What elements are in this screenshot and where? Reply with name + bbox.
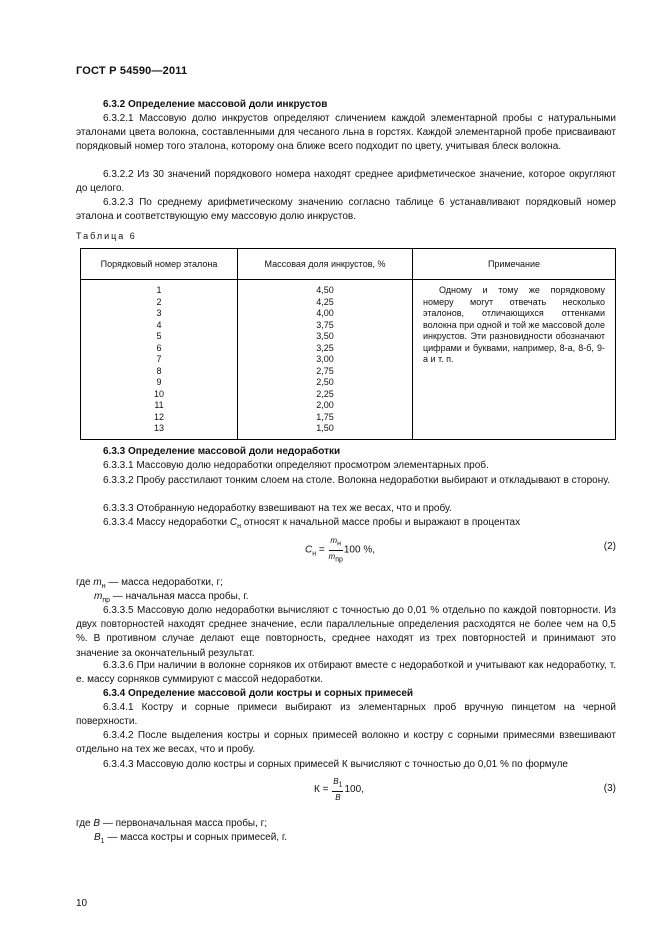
table-cell: 3,50 — [316, 331, 334, 341]
table-cell: 2,00 — [316, 400, 334, 410]
formula-2-number: (2) — [603, 541, 616, 552]
para-6332: 6.3.3.2 Пробу расстилают тонким слоем на столе. Волокна недоработки выбирают и откладывают в сторону. — [103, 475, 611, 486]
table-cell: 9 — [156, 377, 162, 387]
page-number: 10 — [76, 898, 88, 909]
table-cell: 3,75 — [316, 319, 334, 330]
where-3-line-1: где B — первоначальная масса пробы, г; — [76, 818, 268, 829]
para-6342: 6.3.4.2 После выделения костры и сорных примесей волокно и костру с сорными примесями взвешивают отдельно на тех же весах, что и пробу. — [76, 730, 616, 756]
section-634-heading: 6.3.4 Определение массовой доли костры и сорных примесей — [103, 688, 414, 699]
where-3-line-2: $B_1$ — масса костры и сорных примесей, г. — [94, 832, 288, 845]
table-cell: 3,00 — [316, 354, 334, 364]
table-cell: 2 — [156, 296, 162, 307]
table-note-text: Одному и тому же порядковому номеру могут отвечать несколько эталонов, отличающихся оттенками волокна при одной и той же массовой доле инкрустов. Эти разновидности обозначают цифрами и буквами, например, 8-а, 8-б, 9-а и т. п. — [423, 285, 605, 364]
where-2-line-1: где $m_н$ — масса недоработки, г; — [76, 577, 223, 590]
table-cell: 8 — [156, 365, 162, 376]
para-6321: 6.3.2.1 Массовую долю инкрустов определяют сличением каждой элементарной пробы с натуральными эталонами цвета волокна, составленными для чесаного льна в горстях. Каждой элементарной пробе присваивают порядковый номер того эталона, которому она ближе всего подходит по цвету, учитывая блеск волокна. — [76, 113, 616, 153]
table-col-values — [238, 280, 413, 440]
table-cell: 1 — [156, 285, 162, 295]
para-6331: 6.3.3.1 Массовую долю недоработки определяют просмотром элементарных проб. — [103, 460, 489, 471]
para-6323: 6.3.2.3 По среднему арифметическому значению согласно таблице 6 устанавливают порядковый номер эталона и соответствующую ему массовую долю инкрустов. — [76, 197, 616, 223]
section-632-heading: 6.3.2 Определение массовой доли инкрустов — [103, 99, 328, 110]
table-cell: 2,50 — [316, 377, 334, 387]
table-cell: 10 — [153, 388, 164, 399]
table-cell: 5 — [156, 331, 162, 341]
para-6322: 6.3.2.2 Из 30 значений порядкового номера находят среднее арифметическое значение, которое округляют до целого. — [76, 169, 616, 195]
para-6341: 6.3.4.1 Костру и сорные примеси выбирают из элементарных проб вручную пинцетом на черной поверхности. — [76, 702, 616, 728]
table-header-note: Примечание — [413, 249, 616, 280]
table-cell: 13 — [153, 423, 164, 433]
table-cell: 11 — [154, 400, 164, 410]
table-cell: 1,75 — [316, 411, 334, 422]
formula-2: $C_н$ = $m_н$ $m_{пр}$ 100 %, — [305, 536, 376, 564]
standard-code: ГОСТ Р 54590—2011 — [76, 65, 188, 77]
para-6334: 6.3.3.4 Массу недоработки $C_н$ относят к начальной массе пробы и выражают в процентах — [103, 517, 521, 530]
para-6335: 6.3.3.5 Массовую долю недоработки вычисляют с точностью до 0,01 % отдельно по каждой повторности. Из двух повторностей находят среднее значение, если параллельные определения расходятся не более чем на 0,5 %. В противном случае делают еще повторность, среднее находят из трех повторностей и принимают это значение за окончательный результат. — [76, 605, 616, 659]
formula-3-number: (3) — [603, 783, 616, 794]
table-note-cell — [413, 280, 616, 440]
table-cell: 6 — [156, 342, 162, 353]
table-cell: 2,75 — [316, 365, 334, 376]
formula-3: К = $\frac{B_1}{B}$ 100, — [314, 777, 364, 802]
table-header-number: Порядковый номер эталона — [81, 249, 238, 280]
table-header-mass: Массовая доля инкрустов, % — [238, 249, 413, 280]
table-cell: 4,00 — [316, 308, 334, 318]
table-cell: 3 — [156, 308, 162, 318]
para-6343: 6.3.4.3 Массовую долю костры и сорных примесей К вычисляют с точностью до 0,01 % по формуле — [103, 759, 568, 770]
para-6333: 6.3.3.3 Отобранную недоработку взвешивают на тех же весах, что и пробу. — [103, 503, 452, 514]
table-cell: 7 — [156, 354, 162, 364]
formula-2-fraction: $m_н$ $m_{пр}$ — [328, 536, 343, 564]
table-6 — [80, 248, 616, 440]
table-col-numbers — [81, 280, 238, 440]
section-633-heading: 6.3.3 Определение массовой доли недоработки — [103, 446, 341, 457]
table-cell: 4 — [156, 319, 162, 330]
where-2-line-2: $m_{пр}$ — начальная масса пробы, г. — [94, 591, 249, 604]
table-caption: Таблица 6 — [76, 231, 137, 241]
table-cell: 3,25 — [316, 342, 334, 353]
table-cell: 4,25 — [316, 296, 334, 307]
table-cell: 12 — [153, 411, 164, 422]
table-cell: 1,50 — [316, 423, 334, 433]
table-cell: 4,50 — [316, 285, 334, 295]
formula-3-fraction: $\frac{B_1}{B}$ — [333, 777, 343, 802]
para-6336: 6.3.3.6 При наличии в волокне сорняков их отбирают вместе с недоработкой и учитывают как недоработку, т. е. массу сорняков суммируют с массой недоработки. — [76, 660, 616, 686]
table-cell: 2,25 — [316, 388, 334, 399]
